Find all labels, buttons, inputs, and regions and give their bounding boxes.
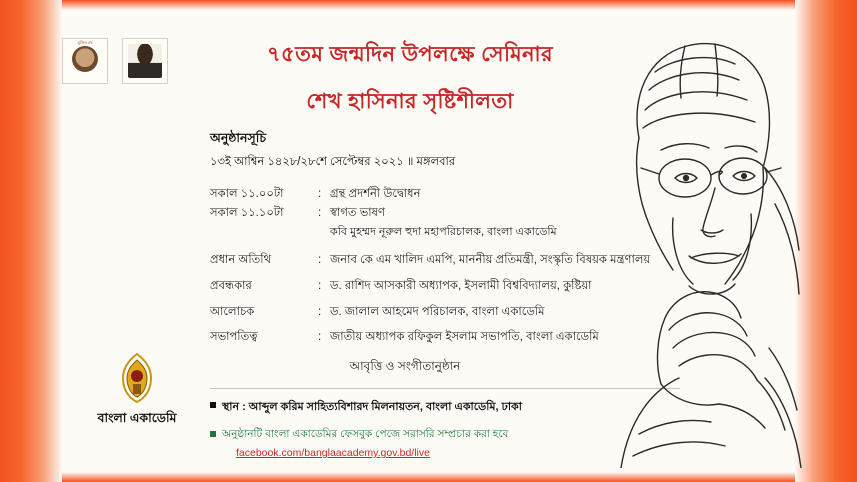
title-line-2: শেখ হাসিনার সৃষ্টিশীলতা — [306, 90, 514, 113]
role-label: আলোচক — [210, 305, 255, 318]
left-gradient-band — [0, 0, 62, 482]
mujib-logo-caption: মুজিব বর্ষ — [77, 40, 93, 45]
schedule-time: সকাল ১১.০০টা — [210, 188, 284, 200]
role-colon: : — [318, 254, 322, 267]
bangla-academy-emblem-icon — [115, 352, 159, 404]
mujib-year-logo — [62, 38, 108, 84]
bottom-gradient-band — [0, 472, 857, 482]
bangla-academy-logo — [82, 352, 192, 430]
role-value: জনাব কে এম খালিদ এমপি, মাননীয় প্রতিমন্ত্রী, সংস্কৃতি বিষয়ক মন্ত্রণালয় — [330, 254, 651, 267]
square-bullet-icon — [210, 402, 216, 408]
bangabandhu-portrait-logo — [122, 38, 168, 84]
line-art-portrait — [569, 18, 819, 468]
mujib-logo-face-icon — [72, 46, 98, 72]
schedule-time: সকাল ১১.১০টা — [210, 206, 284, 219]
venue-text: স্থান : আব্দুল করিম সাহিত্যবিশারদ মিলনায়তন, বাংলা একাডেমি, ঢাকা — [222, 401, 522, 414]
portrait-image-icon — [128, 44, 162, 78]
schedule-colon: : — [318, 206, 322, 219]
schedule-item: স্বাগত ভাষণ — [330, 206, 385, 219]
top-gradient-band — [0, 0, 857, 10]
role-value: ড. রাশিদ আসকারী অধ্যাপক, ইসলামী বিশ্ববিদ্যালয়, কুষ্টিয়া — [330, 280, 592, 293]
program-heading: অনুষ্ঠানসূচি — [210, 131, 267, 145]
role-label: প্রবন্ধকার — [210, 280, 252, 293]
recital-line: আবৃত্তি ও সংগীতানুষ্ঠান — [349, 359, 461, 374]
poster-title — [210, 38, 610, 120]
role-value: জাতীয় অধ্যাপক রফিকুল ইসলাম সভাপতি, বাংলা একাডেমি — [330, 331, 599, 344]
live-note-text: অনুষ্ঠানটি বাংলা একাডেমির ফেসবুক পেজে সরাসরি সম্প্রচার করা হবে — [222, 428, 509, 441]
live-url-link[interactable]: facebook.com/banglaacademy.gov.bd/live — [236, 447, 430, 460]
role-value: ড. জালাল আহমেদ পরিচালক, বাংলা একাডেমি — [330, 305, 545, 318]
role-colon: : — [318, 305, 322, 318]
role-label: সভাপতিত্ব — [210, 331, 258, 344]
welcome-speaker: কবি মুহম্মদ নূরুল হুদা মহাপরিচালক, বাংলা একাডেমি — [330, 226, 557, 239]
role-colon: : — [318, 280, 322, 293]
logo-group — [62, 38, 168, 84]
bangla-academy-name: বাংলা একাডেমি — [97, 411, 177, 425]
schedule-colon: : — [318, 188, 322, 200]
role-colon: : — [318, 331, 322, 344]
role-label: প্রধান অতিথি — [210, 254, 272, 267]
schedule-item: গ্রন্থ প্রদর্শনী উদ্বোধন — [330, 188, 421, 200]
title-line-1: ৭৫তম জন্মদিন উপলক্ষে সেমিনার — [266, 43, 553, 66]
program-date: ১৩ই আশ্বিন ১৪২৮/২৮শে সেপ্টেম্বর ২০২১ ॥ মঙ্গলবার — [210, 156, 456, 168]
square-bullet-green-icon — [210, 431, 216, 437]
